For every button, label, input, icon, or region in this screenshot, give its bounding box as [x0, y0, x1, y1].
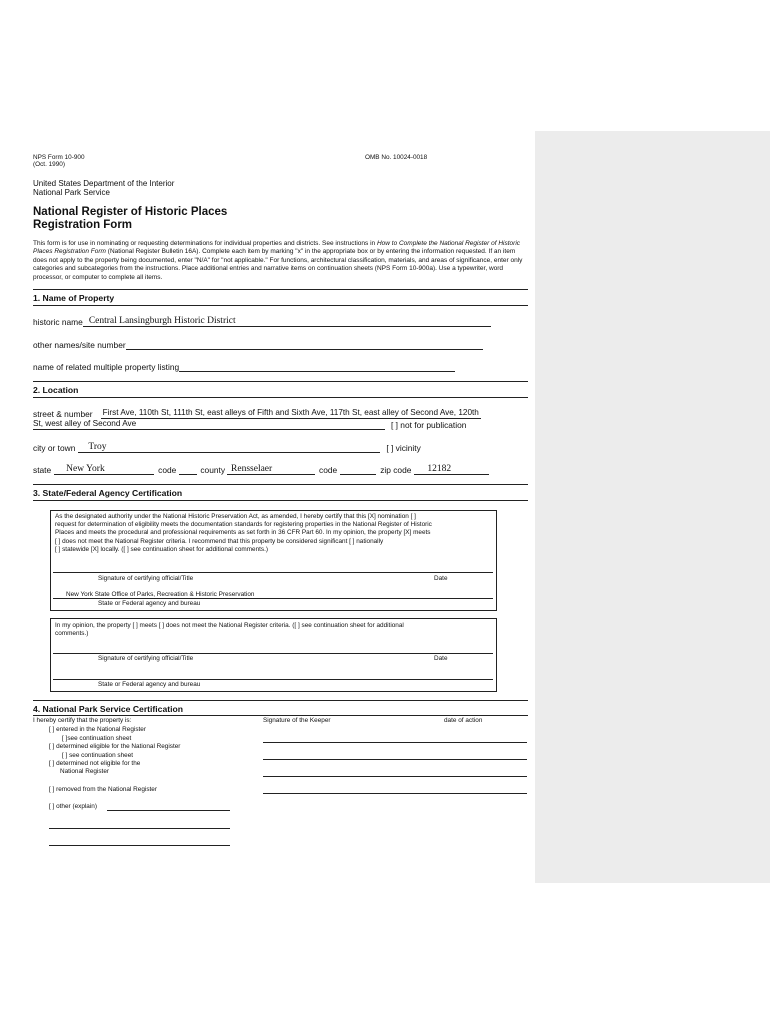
page-subtitle: Registration Form	[33, 219, 133, 231]
agency-label-2: State or Federal agency and bureau	[98, 681, 201, 688]
page-title: National Register of Historic Places	[33, 206, 228, 218]
zip-field[interactable]: 12182	[414, 464, 489, 475]
section-2-heading: 2. Location	[33, 385, 79, 395]
divider	[33, 289, 528, 290]
removed-checkbox[interactable]: [ ] removed from the National Register	[49, 786, 157, 793]
street-field[interactable]: First Ave, 110th St, 111th St, east alleys of Fifth and Sixth Ave, 117th St, east alley of Second Ave, 120th	[102, 408, 479, 417]
other-explain-line[interactable]	[49, 828, 230, 829]
county-label: county	[200, 465, 226, 475]
opinion-text-line: comments.)	[55, 630, 89, 637]
not-eligible-label: National Register	[60, 768, 110, 775]
not-eligible-checkbox[interactable]: [ ] determined not eligible for the	[49, 760, 141, 767]
other-explain-line[interactable]	[107, 810, 230, 811]
multiple-listing-label: name of related multiple property listing	[33, 362, 180, 372]
code-field[interactable]	[179, 464, 197, 475]
divider	[33, 305, 528, 306]
divider	[33, 700, 528, 701]
other-checkbox[interactable]: [ ] other (explain)	[49, 803, 97, 810]
street-row-2	[33, 419, 466, 430]
state-field[interactable]: New York	[54, 464, 154, 475]
historic-name-label: historic name	[33, 317, 83, 327]
multiple-listing-field[interactable]	[179, 361, 455, 372]
section-1-heading: 1. Name of Property	[33, 293, 115, 303]
street-row	[33, 408, 481, 419]
state-row	[33, 464, 489, 475]
historic-name-row	[33, 316, 491, 327]
signature-label-2: Signature of certifying official/Title	[98, 655, 194, 662]
form-date: (Oct. 1990)	[33, 161, 65, 168]
not-for-publication-checkbox[interactable]: [ ] not for publication	[391, 420, 467, 430]
cert-text-line: request for determination of eligibility meets the documentation standards for registering properties in the National Register of Historic	[55, 521, 432, 528]
multiple-listing-row	[33, 361, 455, 372]
zip-label: zip code	[380, 465, 412, 475]
code2-field[interactable]	[340, 464, 376, 475]
instructions-text: This form is for use in nominating or requesting determinations for individual properties and districts. See instructions in	[33, 240, 377, 247]
state-label: state	[33, 465, 52, 475]
instructions-title-ref: How to Complete the National Register of Historic Places Registration Form	[33, 240, 521, 256]
divider	[33, 500, 528, 501]
keeper-signature-line[interactable]	[263, 776, 527, 777]
date-label-2: Date	[434, 655, 448, 662]
cert-text-line: As the designated authority under the National Historic Preservation Act, as amended, I hereby certify that this [X] nomination [ ]	[55, 513, 416, 520]
keeper-label: Signature of the Keeper	[263, 717, 331, 724]
other-names-label: other names/site number	[33, 340, 126, 350]
section-3-heading: 3. State/Federal Agency Certification	[33, 488, 183, 498]
agency-label: State or Federal agency and bureau	[98, 600, 201, 607]
instructions-text-cont: (National Register Bulletin 16A). Complete each item by marking "x" in the appropriate box or by entering the information requested. If an item does not apply to the property being documented, enter "N/A" for "not applicable." For functions, architectural classification, materials, and areas of significance, enter only categories and subcategories from the instructions. Place additional entries and narrative items on continuation sheets (NPS Form 10-900a). Use a typewriter, word processor, or computer to complete all items.	[33, 248, 523, 281]
other-names-row	[33, 339, 483, 350]
code2-label: code	[319, 465, 338, 475]
historic-name-field[interactable]: Central Lansingburgh Historic District	[83, 316, 491, 327]
instructions-paragraph	[33, 240, 528, 282]
divider	[33, 397, 528, 398]
cert-text-line: [ ] statewide [X] locally. ([ ] see continuation sheet for additional comments.)	[55, 546, 269, 553]
entered-continuation-checkbox[interactable]: [ ]see continuation sheet	[62, 735, 132, 742]
agency-line[interactable]	[53, 598, 493, 599]
signature-label: Signature of certifying official/Title	[98, 575, 194, 582]
vicinity-checkbox[interactable]: [ ] vicinity	[386, 443, 421, 453]
city-row	[33, 442, 421, 453]
date-label: Date	[434, 575, 448, 582]
agency-line-2[interactable]	[53, 679, 493, 680]
opinion-text-line: In my opinion, the property [ ] meets [ ] does not meet the National Register criteria. ([ ] see continuation sheet for additional	[55, 622, 404, 629]
other-explain-line[interactable]	[49, 845, 230, 846]
keeper-signature-line[interactable]	[263, 742, 527, 743]
street-field-cont[interactable]: St, west alley of Second Ave	[33, 419, 385, 430]
eligible-continuation-checkbox[interactable]: [ ] see continuation sheet	[62, 752, 134, 759]
city-field[interactable]: Troy	[78, 442, 380, 453]
divider	[33, 715, 528, 716]
signature-line[interactable]	[53, 572, 493, 573]
other-names-field[interactable]	[126, 339, 483, 350]
signature-line-2[interactable]	[53, 653, 493, 654]
form-number: NPS Form 10-900	[33, 154, 85, 161]
divider	[33, 381, 528, 382]
divider	[33, 484, 528, 485]
department: United States Department of the Interior	[33, 179, 175, 188]
county-field[interactable]: Rensselaer	[227, 464, 315, 475]
section-4-heading: 4. National Park Service Certification	[33, 704, 183, 714]
keeper-signature-line[interactable]	[263, 793, 527, 794]
date-of-action-label: date of action	[444, 717, 483, 724]
keeper-signature-line[interactable]	[263, 759, 527, 760]
omb-number: OMB No. 10024-0018	[365, 154, 428, 161]
cert-text-line: [ ] does not meet the National Register criteria. I recommend that this property be considered significant [ ] nationally	[55, 538, 384, 545]
street-label: street & number	[33, 409, 93, 419]
eligible-checkbox[interactable]: [ ] determined eligible for the National Register	[49, 743, 181, 750]
certify-statement: I hereby certify that the property is:	[33, 717, 132, 724]
entered-checkbox[interactable]: [ ] entered in the National Register	[49, 726, 146, 733]
city-label: city or town	[33, 443, 76, 453]
agency-value: New York State Office of Parks, Recreation & Historic Preservation	[66, 591, 255, 598]
code-label: code	[158, 465, 177, 475]
cert-text-line: Places and meets the procedural and professional requirements as set forth in 36 CFR Part 60. In my opinion, the property [X] meets	[55, 529, 431, 536]
agency-name: National Park Service	[33, 188, 110, 197]
right-margin-panel	[535, 131, 770, 883]
